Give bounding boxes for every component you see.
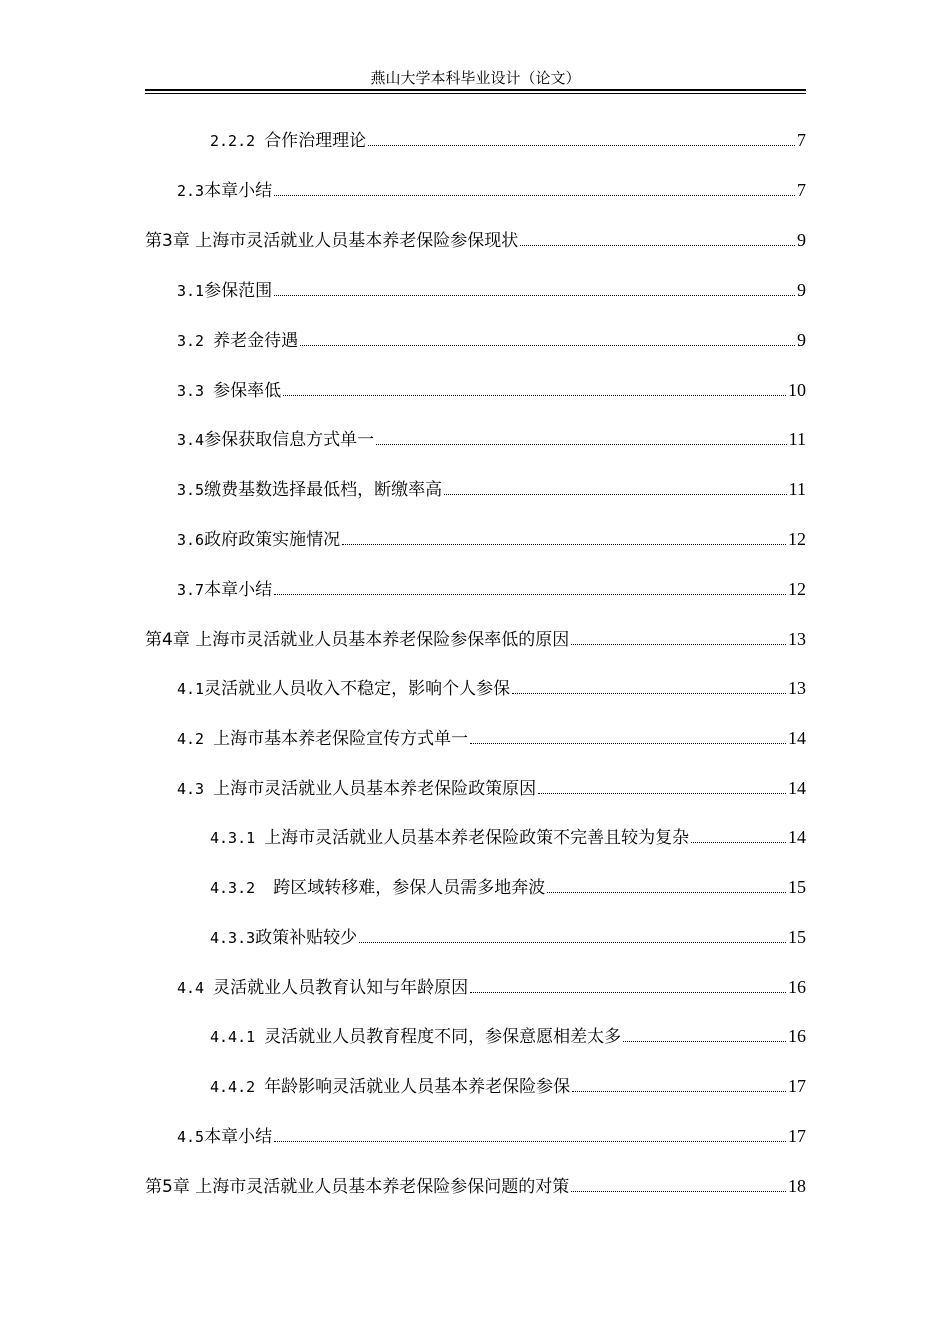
toc-dot-leader [623,1041,786,1042]
toc-entry-separator [204,979,213,997]
toc-dot-leader [359,942,786,943]
toc-dot-leader [376,444,787,445]
toc-entry[interactable] [177,774,806,802]
toc-entry-number: 3.5 [177,481,205,499]
toc-entry[interactable] [177,674,806,702]
toc-entry[interactable] [177,724,806,752]
toc-entry-label [177,177,272,205]
toc-entry-number: 4.4.2 [210,1078,256,1096]
toc-entry-label [177,1123,272,1151]
toc-entry-label [177,725,468,753]
toc-entry-page: 15 [788,927,806,947]
toc-entry-number: 2.2.2 [210,132,256,150]
toc-entry-label [177,974,468,1002]
toc-entry-title: 上海市基本养老保险宣传方式单一 [213,729,469,749]
toc-entry-title: 合作治理理论 [264,131,367,151]
toc-entry[interactable] [177,575,806,603]
toc-entry-page: 12 [788,579,806,599]
toc-entry[interactable] [210,126,806,154]
toc-dot-leader [571,644,786,645]
toc-entry-page: 9 [797,230,806,250]
toc-entry-title: 缴费基数选择最低档，断缴率高 [204,480,443,500]
toc-entry-label [210,127,366,155]
toc-entry-separator [255,879,273,897]
toc-entry-page: 12 [788,529,806,549]
toc-entry-number: 3.7 [177,581,205,599]
toc-entry-title: 参保率低 [213,381,282,401]
toc-entry-number: 4.3.2 [210,879,256,897]
toc-entry-label [177,476,442,504]
header-rule-thick [145,89,806,91]
toc-entry-page: 16 [788,1026,806,1046]
toc-entry[interactable] [145,1172,806,1200]
toc-entry-label [177,526,340,554]
toc-entry-number: 4.4.1 [210,1028,256,1046]
toc-entry-separator [204,332,213,350]
toc-entry[interactable] [210,1022,806,1050]
toc-entry-number: 4.2 [177,730,205,748]
toc-dot-leader [512,693,786,694]
toc-entry-separator [204,730,213,748]
toc-entry[interactable] [177,425,806,453]
toc-entry-page: 7 [797,180,806,200]
header-rule-thin [145,93,806,94]
toc-entry-label [177,426,374,454]
toc-dot-leader [691,842,786,843]
toc-entry-label [177,327,298,355]
toc-entry-title: 上海市灵活就业人员基本养老保险政策不完善且较为复杂 [264,828,690,848]
toc-entry-page: 13 [788,629,806,649]
toc-dot-leader [572,1091,786,1092]
toc-dot-leader [520,245,795,246]
toc-entry-title: 跨区域转移难，参保人员需多地奔波 [273,878,546,898]
toc-entry-number: 2.3 [177,182,205,200]
toc-dot-leader [538,793,786,794]
toc-entry-title: 政策补贴较少 [255,928,358,948]
toc-entry-number: 3.2 [177,332,205,350]
toc-dot-leader [444,494,787,495]
page-header-title: 燕山大学本科毕业设计（论文） [370,69,581,87]
toc-entry-page: 18 [788,1176,806,1196]
toc-entry-label [210,1073,570,1101]
toc-entry-page: 11 [788,479,806,499]
toc-entry[interactable] [145,625,806,653]
toc-entry-page: 10 [788,380,806,400]
toc-entry[interactable] [210,823,806,851]
toc-entry-separator [204,780,213,798]
toc-entry[interactable] [177,525,806,553]
toc-entry-label [210,924,357,952]
toc-entry-page: 14 [788,728,806,748]
toc-entry-title: 第5章 上海市灵活就业人员基本养老保险参保问题的对策 [145,1177,570,1197]
toc-entry-page: 7 [797,130,806,150]
toc-dot-leader [283,395,786,396]
toc-entry[interactable] [177,475,806,503]
toc-entry-page: 17 [788,1126,806,1146]
toc-entry-separator [204,382,213,400]
toc-dot-leader [274,195,795,196]
toc-dot-leader [470,992,786,993]
toc-entry-page: 17 [788,1076,806,1096]
toc-entry-title: 本章小结 [204,181,273,201]
toc-dot-leader [571,1191,786,1192]
toc-entry-separator [255,132,264,150]
toc-entry[interactable] [177,276,806,304]
toc-entry[interactable] [177,376,806,404]
toc-entry-title: 参保获取信息方式单一 [204,430,375,450]
toc-dot-leader [300,345,795,346]
toc-entry[interactable] [210,923,806,951]
toc-entry[interactable] [177,1122,806,1150]
toc-entry-label [145,626,569,654]
toc-dot-leader [274,594,786,595]
toc-entry-number: 4.1 [177,680,205,698]
toc-entry-title: 上海市灵活就业人员基本养老保险政策原因 [213,779,537,799]
toc-entry-label [210,874,545,902]
toc-entry-label [145,227,518,255]
toc-entry-title: 灵活就业人员收入不稳定，影响个人参保 [204,679,511,699]
toc-dot-leader [274,295,795,296]
toc-entry-label [210,1023,621,1051]
toc-entry[interactable] [210,1072,806,1100]
toc-entry-title: 灵活就业人员教育程度不同，参保意愿相差太多 [264,1027,622,1047]
toc-entry-page: 14 [788,827,806,847]
toc-dot-leader [342,544,786,545]
toc-entry-title: 参保范围 [204,281,273,301]
toc-entry-number: 4.3.1 [210,829,256,847]
toc-entry-label [177,576,272,604]
toc-entry-page: 9 [797,330,806,350]
toc-entry[interactable] [145,226,806,254]
toc-entry-title: 灵活就业人员教育认知与年龄原因 [213,978,469,998]
toc-entry-title: 第4章 上海市灵活就业人员基本养老保险参保率低的原因 [145,630,570,650]
toc-entry-page: 11 [788,429,806,449]
toc-entry-label [177,277,272,305]
toc-entry-title: 政府政策实施情况 [204,530,341,550]
toc-entry-number: 3.3 [177,382,205,400]
toc-entry-number: 4.3.3 [210,929,256,947]
toc-dot-leader [274,1141,786,1142]
toc-entry-number: 3.4 [177,431,205,449]
toc-entry[interactable] [177,326,806,354]
toc-entry-separator [255,1028,264,1046]
toc-entry-page: 14 [788,778,806,798]
toc-entry-number: 4.4 [177,979,205,997]
toc-entry-label [177,675,510,703]
toc-entry-page: 16 [788,977,806,997]
toc-dot-leader [547,892,786,893]
toc-entry-separator [255,1078,264,1096]
toc-entry-number: 3.1 [177,282,205,300]
toc-entry-label [145,1173,569,1201]
toc-entry-separator [255,829,264,847]
toc-entry-number: 3.6 [177,531,205,549]
toc-entry-label [210,824,689,852]
toc-dot-leader [470,743,786,744]
toc-entry[interactable] [177,176,806,204]
toc-entry-number: 4.3 [177,780,205,798]
toc-entry[interactable] [210,873,806,901]
toc-entry[interactable] [177,973,806,1001]
toc-entry-number: 4.5 [177,1128,205,1146]
toc-entry-title: 年龄影响灵活就业人员基本养老保险参保 [264,1077,571,1097]
toc-entry-page: 13 [788,678,806,698]
toc-entry-title: 本章小结 [204,1127,273,1147]
toc-entry-title: 本章小结 [204,580,273,600]
toc-dot-leader [368,145,795,146]
toc-entry-title: 养老金待遇 [213,331,299,351]
toc-entry-title: 第3章 上海市灵活就业人员基本养老保险参保现状 [145,231,519,251]
toc-entry-page: 9 [797,280,806,300]
toc-entry-label [177,775,536,803]
toc-entry-label [177,377,281,405]
toc-entry-page: 15 [788,877,806,897]
